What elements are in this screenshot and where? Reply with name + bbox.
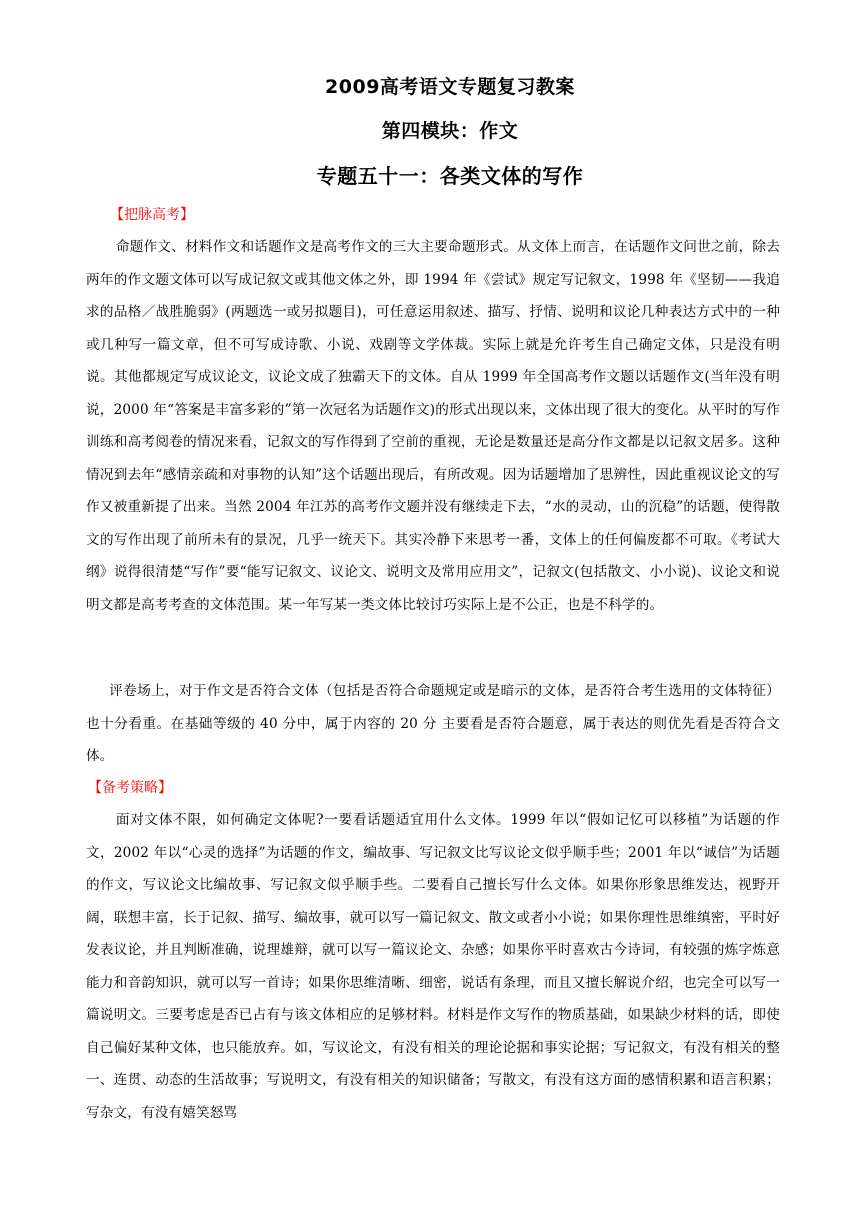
section-heading-preparation-strategy: 【备考策略】	[88, 780, 172, 796]
paragraph: 面对文体不限，如何确定文体呢?一要看话题适宜用什么文体。1999 年以“假如记忆可以移植”为话题的作文，2002 年以“心灵的选择”为话题的作文，编故事、写记叙文比写议论文似乎顺手些；2001 年以“诚信”为话题的作文，写议论文比编故事、写记叙文似乎顺手些。二要看自己擅长写什么文体。如果你形象思维发达，视野开阔，联想丰富，长于记叙、描写、编故事，就可以写一篇记叙文、散文或者小小说；如果你理性思维缜密，平时好发表议论，并且判断准确，说理雄辩，就可以写一篇议论文、杂感；如果你平时喜欢古今诗词，有较强的炼字炼意能力和音韵知识，就可以写一首诗；如果你思维清晰、细密，说话有条理，而且又擅长解说介绍，也完全可以写一篇说明文。三要考虑是否已占有与该文体相应的足够材料。材料是作文写作的物质基础，如果缺少材料的话，即使自己偏好某种文体，也只能放弃。如，写议论文，有没有相关的理论论据和事实论据；写记叙文，有没有相关的整一、连贯、动态的生活故事；写说明文，有没有相关的知识储备；写散文，有没有这方面的感情积累和语言积累；写杂文，有没有嬉笑怒骂	[86, 812, 780, 1121]
document-title: 2009高考语文专题复习教案	[325, 76, 575, 98]
paragraph: 命题作文、材料作文和话题作文是高考作文的三大主要命题形式。从文体上而言，在话题作文问世之前，除去两年的作文题文体可以写成记叙文或其他文体之外，即 1994 年《尝试》规定写记叙文，1998 年《坚韧——我追求的品格／战胜脆弱》(两题选一或另拟题目)，可任意运用叙述、描写、抒情、说明和议论几种表达方式中的一种或几种写一篇文章，但不可写成诗歌、小说、戏剧等文学体裁。实际上就是允许考生自己确定文体，只是没有明说。其他都规定写成议论文，议论文成了独霸天下的文体。自从 1999 年全国高考作文题以话题作文(当年没有明说，2000 年“答案是丰富多彩的”第一次冠名为话题作文)的形式出现以来，文体出现了很大的变化。从平时的写作训练和高考阅卷的情况来看，记叙文的写作得到了空前的重视，无论是数量还是高分作文都是以记叙文居多。这种情况到去年“感情亲疏和对事物的认知”这个话题出现后，有所改观。因为话题增加了思辨性，因此重视议论文的写作又被重新提了出来。当然 2004 年江苏的高考作文题并没有继续走下去，“水的灵动，山的沉稳”的话题，使得散文的写作出现了前所未有的景况，几乎一统天下。其实冷静下来思考一番，文体上的任何偏废都不可取。《考试大纲》说得很清楚“写作”要“能写记叙文、议论文、说明文及常用应用文”，记叙文(包括散文、小小说)、议论文和说明文都是高考考查的文体范围。某一年写某一类文体比较讨巧实际上是不公正，也是不科学的。	[86, 239, 780, 613]
topic-title: 专题五十一：各类文体的写作	[316, 164, 584, 188]
paragraph: 评卷场上，对于作文是否符合文体（包括是否符合命题规定或是暗示的文体，是否符合考生选用的文体特征）也十分看重。在基础等级的 40 分中，属于内容的 20 分 主要看是否符合题意，属于表达的则优先看是否符合文体。	[86, 683, 780, 764]
section-heading-exam-analysis: 【把脉高考】	[110, 207, 194, 223]
module-title: 第四模块：作文	[381, 120, 519, 142]
